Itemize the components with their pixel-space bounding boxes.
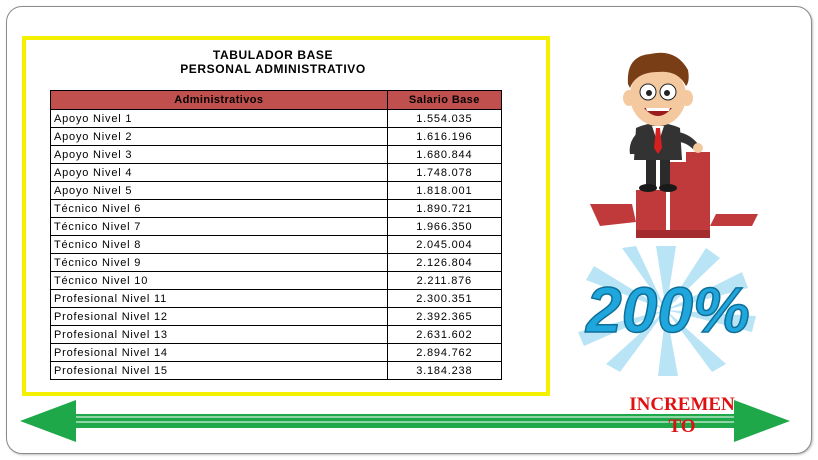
table-row	[51, 290, 502, 308]
table-row	[51, 110, 502, 128]
table-row	[51, 146, 502, 164]
salary-table-card	[22, 36, 550, 396]
row-label: Apoyo Nivel 5	[51, 182, 388, 200]
table-title-line1: TABULADOR BASE	[212, 48, 334, 62]
table-row	[51, 164, 502, 182]
table-row	[51, 182, 502, 200]
row-salary: 1.680.844	[387, 146, 501, 164]
row-label: Profesional Nivel 11	[51, 290, 388, 308]
increment-line2: TO	[668, 416, 696, 437]
percent-badge: 200%	[586, 274, 750, 346]
row-label: Apoyo Nivel 4	[51, 164, 388, 182]
row-salary: 2.211.876	[387, 272, 501, 290]
table-row	[51, 272, 502, 290]
row-salary: 2.631.602	[387, 326, 501, 344]
row-salary: 2.894.762	[387, 344, 501, 362]
row-salary: 1.890.721	[387, 200, 501, 218]
row-label: Apoyo Nivel 1	[51, 110, 388, 128]
header-administrativos: Administrativos	[51, 91, 388, 110]
table-row	[51, 236, 502, 254]
row-salary: 1.818.001	[387, 182, 501, 200]
row-label: Profesional Nivel 14	[51, 344, 388, 362]
row-label: Técnico Nivel 9	[51, 254, 388, 272]
rising-bar-chart-icon	[590, 152, 758, 238]
row-label: Técnico Nivel 6	[51, 200, 388, 218]
row-label: Técnico Nivel 7	[51, 218, 388, 236]
row-label: Técnico Nivel 10	[51, 272, 388, 290]
table-row	[51, 200, 502, 218]
row-salary: 1.554.035	[387, 110, 501, 128]
row-salary: 2.126.804	[387, 254, 501, 272]
table-title	[26, 48, 520, 76]
row-label: Apoyo Nivel 3	[51, 146, 388, 164]
increment-label	[612, 394, 752, 438]
table-row	[51, 326, 502, 344]
table-title-line2: PERSONAL ADMINISTRATIVO	[180, 62, 366, 76]
table-row	[51, 254, 502, 272]
table-row	[51, 128, 502, 146]
row-salary: 1.966.350	[387, 218, 501, 236]
row-salary: 1.616.196	[387, 128, 501, 146]
header-salario-base: Salario Base	[387, 91, 501, 110]
row-salary: 2.300.351	[387, 290, 501, 308]
row-salary: 1.748.078	[387, 164, 501, 182]
businessman-chart-illustration	[586, 44, 766, 244]
row-label: Técnico Nivel 8	[51, 236, 388, 254]
row-label: Apoyo Nivel 2	[51, 128, 388, 146]
increment-line1: INCREMEN	[629, 394, 735, 415]
burst-illustration	[556, 246, 776, 376]
table-row	[51, 362, 502, 380]
row-label: Profesional Nivel 15	[51, 362, 388, 380]
table-body	[51, 110, 502, 380]
row-salary: 2.045.004	[387, 236, 501, 254]
salary-table	[50, 90, 502, 380]
row-label: Profesional Nivel 12	[51, 308, 388, 326]
table-row	[51, 344, 502, 362]
table-row	[51, 308, 502, 326]
row-salary: 3.184.238	[387, 362, 501, 380]
table-header-row	[51, 91, 502, 110]
row-salary: 2.392.365	[387, 308, 501, 326]
row-label: Profesional Nivel 13	[51, 326, 388, 344]
table-row	[51, 218, 502, 236]
